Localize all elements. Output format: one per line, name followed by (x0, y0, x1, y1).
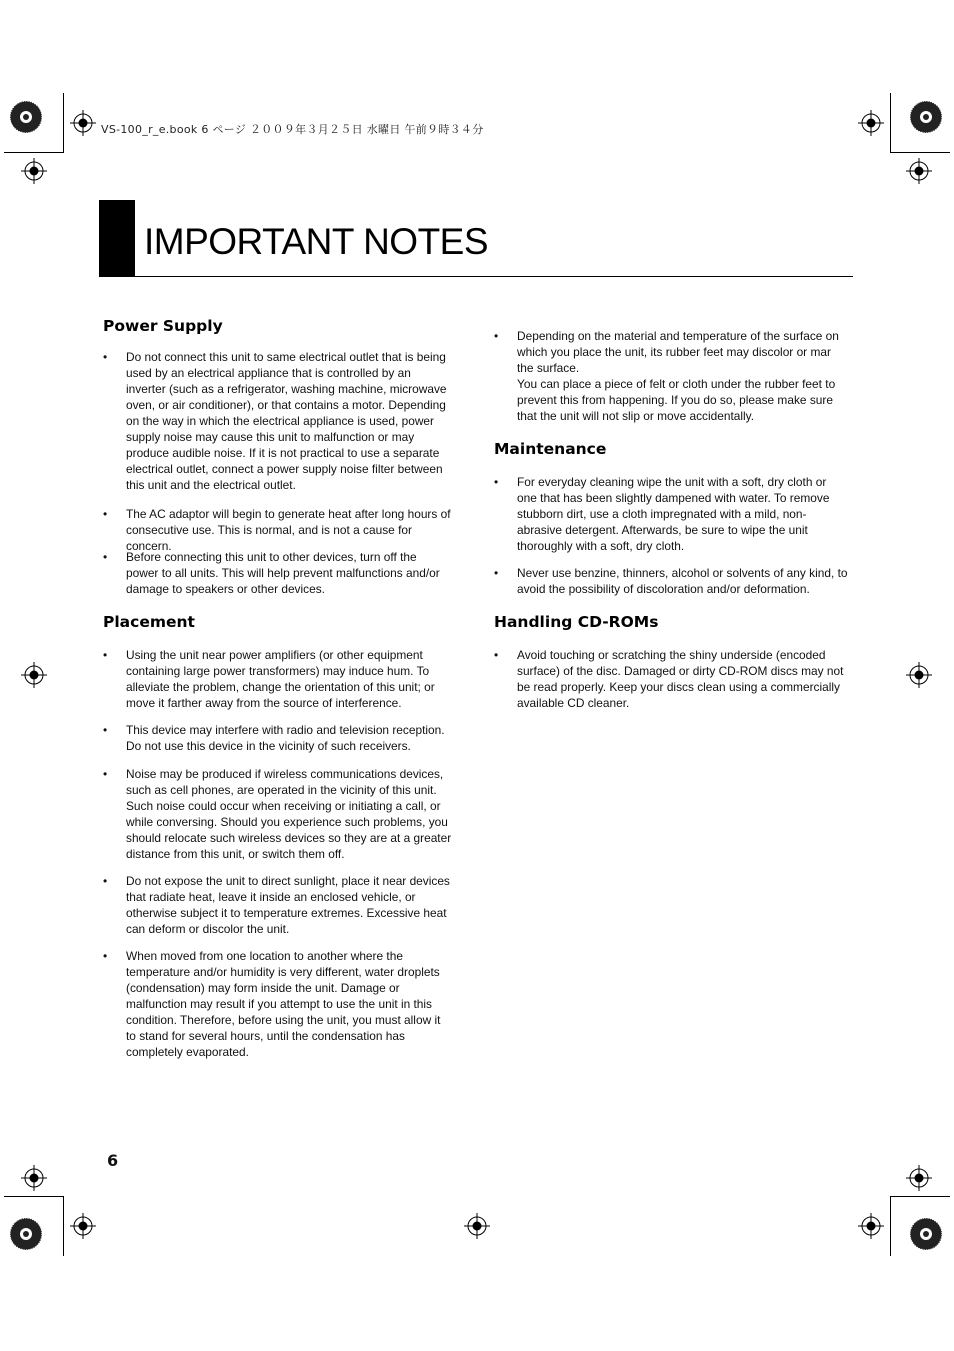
crop-line (63, 93, 64, 153)
bullet: • (103, 874, 108, 888)
print-file-info: VS-100_r_e.book 6 ページ ２００９年３月２５日 水曜日 午前９時３４分 (101, 123, 484, 136)
list-item-text: Avoid touching or scratching the shiny underside (encoded surface) of the disc. Damaged or dirty CD-ROM discs may not be read properly. Keep your discs clean using a commercially available CD cleaner. (517, 648, 844, 710)
bullet: • (494, 329, 499, 343)
section-heading-maintenance: Maintenance (494, 440, 607, 458)
crop-line (890, 1196, 950, 1197)
title-underline (99, 276, 853, 277)
registration-target-icon (858, 110, 884, 136)
bullet: • (103, 949, 108, 963)
bullet: • (103, 648, 108, 662)
section-heading-placement: Placement (103, 613, 195, 631)
section-heading-handling-cd-roms: Handling CD-ROMs (494, 613, 659, 631)
starburst-mark-icon (8, 1216, 44, 1252)
crop-line (4, 152, 64, 153)
page-number: 6 (107, 1151, 119, 1170)
section-heading-power-supply: Power Supply (103, 317, 223, 335)
starburst-mark-icon (908, 99, 944, 135)
list-item-text: Before connecting this unit to other devices, turn off the power to all units. This will help prevent malfunctions and/or damage to speakers or other devices. (126, 550, 440, 596)
list-item-text: The AC adaptor will begin to generate heat after long hours of consecutive use. This is normal, and is not a cause for concern. (126, 507, 451, 553)
crop-line (890, 152, 950, 153)
registration-target-icon (906, 662, 932, 688)
bullet: • (103, 507, 108, 521)
bullet: • (103, 350, 108, 364)
crop-line (63, 1196, 64, 1256)
starburst-mark-icon (8, 99, 44, 135)
crop-line (890, 93, 891, 153)
bullet: • (103, 723, 108, 737)
registration-target-icon (21, 158, 47, 184)
bullet: • (103, 767, 108, 781)
registration-target-icon (464, 1213, 490, 1239)
list-item-text: Noise may be produced if wireless communications devices, such as cell phones, are operated in the vicinity of this unit. Such noise could occur when receiving or initiating a call, or while conversing. Should you experience such problems, you should relocate such wireless devices so they are at a greater distance from this unit, or switch them off. (126, 767, 452, 861)
registration-target-icon (70, 110, 96, 136)
bullet: • (103, 550, 108, 564)
crop-line (890, 1196, 891, 1256)
registration-target-icon (858, 1213, 884, 1239)
registration-target-icon (70, 1213, 96, 1239)
bullet: • (494, 475, 499, 489)
crop-line (4, 1196, 64, 1197)
starburst-mark-icon (908, 1216, 944, 1252)
registration-target-icon (906, 158, 932, 184)
list-item-text: This device may interfere with radio and television reception. Do not use this device in the vicinity of such receivers. (126, 723, 445, 753)
list-item-text: Using the unit near power amplifiers (or other equipment containing large power transformers) may induce hum. To alleviate the problem, change the orientation of this unit; or move it farther away from the source of interference. (126, 648, 435, 710)
list-item-text: When moved from one location to another where the temperature and/or humidity is very different, water droplets (condensation) may form inside the unit. Damage or malfunction may result if you attempt to use the unit in this condition. Therefore, before using the unit, you must allow it to stand for several hours, until the condensation has completely evaporated. (126, 949, 441, 1059)
registration-target-icon (906, 1165, 932, 1191)
registration-target-icon (21, 662, 47, 688)
list-item-text: Never use benzine, thinners, alcohol or solvents of any kind, to avoid the possibility of discoloration and/or deformation. (517, 566, 848, 596)
list-item-text: Do not expose the unit to direct sunlight, place it near devices that radiate heat, leave it inside an enclosed vehicle, or otherwise subject it to temperature extremes. Excessive heat can deform or discolor the unit. (126, 874, 450, 936)
title-bar-accent (99, 200, 135, 277)
bullet: • (494, 648, 499, 662)
bullet: • (494, 566, 499, 580)
list-item-text: For everyday cleaning wipe the unit with a soft, dry cloth or one that has been slightly dampened with water. To remove stubborn dirt, use a cloth impregnated with a mild, non- abrasive detergent. Afterwards, be sure to wipe the unit thoroughly with a soft, dry cloth. (517, 475, 830, 553)
page-title: IMPORTANT NOTES (144, 221, 489, 262)
list-item-text: Depending on the material and temperature of the surface on which you place the unit, its rubber feet may discolor or mar the surface. You can place a piece of felt or cloth under the rubber feet to prevent this from happening. If you do so, please make sure that the unit will not slip or move accidentally. (517, 329, 839, 423)
list-item-text: Do not connect this unit to same electrical outlet that is being used by an electrical appliance that is controlled by an inverter (such as a refrigerator, washing machine, microwave oven, or air conditioner), or that contains a motor. Depending on the way in which the electrical appliance is used, power supply noise may cause this unit to malfunction or may produce audible noise. If it is not practical to use a separate electrical outlet, connect a power supply noise filter between this unit and the electrical outlet. (126, 350, 447, 492)
registration-target-icon (21, 1165, 47, 1191)
